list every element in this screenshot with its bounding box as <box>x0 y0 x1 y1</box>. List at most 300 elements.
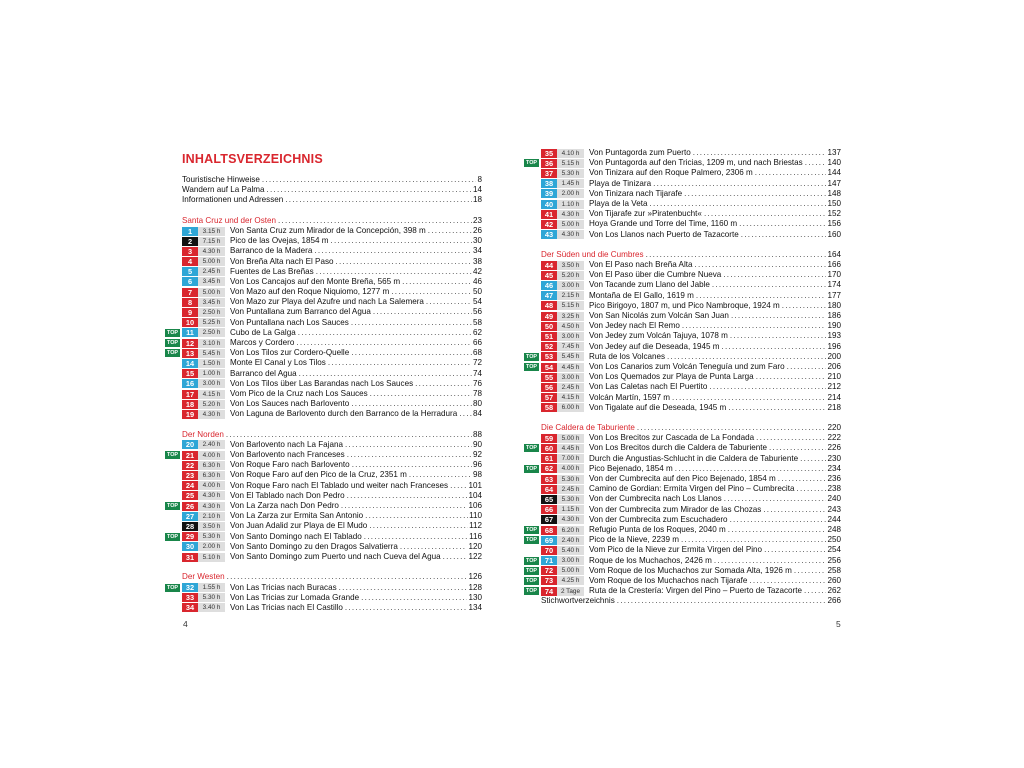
route-number-badge: 11 <box>182 328 198 337</box>
route-entry[interactable] <box>526 158 841 168</box>
route-entry[interactable] <box>167 582 482 593</box>
route-page: 170 <box>827 270 841 280</box>
route-entry[interactable] <box>541 321 841 331</box>
leader-dots <box>672 393 827 403</box>
route-entry[interactable] <box>167 338 482 348</box>
leader-dots <box>682 321 827 331</box>
route-number-badge: 40 <box>541 200 557 209</box>
top-badge: TOP <box>524 587 539 595</box>
leader-dots <box>741 230 827 240</box>
route-entry[interactable] <box>541 148 841 158</box>
route-entry[interactable] <box>541 230 841 240</box>
route-entry[interactable] <box>541 301 841 311</box>
route-title: Ruta de los Volcanes <box>589 351 666 361</box>
leader-dots <box>731 311 827 321</box>
leader-dots <box>704 209 827 219</box>
route-entry[interactable] <box>541 494 841 504</box>
route-entry[interactable] <box>182 257 482 267</box>
route-entry[interactable] <box>541 393 841 403</box>
route-title: Von Las Caletas nach El Puertito <box>589 382 708 392</box>
route-page: 120 <box>468 541 482 551</box>
leader-dots <box>262 175 477 185</box>
leader-dots <box>778 474 827 484</box>
route-duration: 5.30 h <box>557 495 584 504</box>
route-entry[interactable] <box>541 291 841 301</box>
route-entry[interactable] <box>182 236 482 246</box>
intro-entry-title: Informationen und Adressen <box>182 195 284 205</box>
route-page: 174 <box>827 280 841 290</box>
route-entry[interactable] <box>182 603 482 613</box>
route-page: 244 <box>827 514 841 524</box>
route-duration: 4.15 h <box>557 393 584 402</box>
route-duration: 2.40 h <box>557 536 584 545</box>
route-number-badge: 24 <box>182 481 198 490</box>
route-entry[interactable] <box>182 389 482 399</box>
route-entry[interactable] <box>541 168 841 178</box>
route-entry[interactable] <box>541 342 841 352</box>
section-heading-page: 23 <box>472 215 482 225</box>
route-title: Von Roque Faro nach Barlovento <box>230 460 350 470</box>
route-number-badge: 30 <box>182 542 198 551</box>
route-entry[interactable] <box>541 545 841 555</box>
route-duration: 6.30 h <box>198 471 225 480</box>
route-page: 90 <box>472 439 482 449</box>
section-heading[interactable] <box>541 250 841 260</box>
route-number-badge: 44 <box>541 261 557 270</box>
route-number-badge: 50 <box>541 322 557 331</box>
route-page: 62 <box>472 327 482 337</box>
route-duration: 3.00 h <box>557 556 584 565</box>
route-number-badge: 53 <box>541 352 557 361</box>
intro-entry[interactable] <box>182 195 482 205</box>
route-duration: 3.40 h <box>198 603 225 612</box>
route-number-badge: 5 <box>182 267 198 276</box>
route-title: Pico Birigoyo, 1807 m, und Pico Nambroque, 1924 m <box>589 300 780 310</box>
route-entry[interactable] <box>526 575 841 586</box>
leader-dots <box>351 348 472 358</box>
route-page: 78 <box>472 388 482 398</box>
route-title: Von San Nicolás zum Volcán San Juan <box>589 311 729 320</box>
route-entry[interactable] <box>182 318 482 328</box>
route-entry[interactable] <box>182 358 482 368</box>
route-page: 130 <box>468 592 482 602</box>
section-heading-title: Santa Cruz und der Osten <box>182 215 277 225</box>
top-badge: TOP <box>165 339 180 347</box>
leader-dots <box>351 318 472 328</box>
route-entry[interactable] <box>526 361 841 372</box>
route-title: Hoya Grande und Torre del Time, 1160 m <box>589 219 738 229</box>
intro-entry[interactable] <box>182 185 482 195</box>
leader-dots <box>728 403 826 413</box>
route-page: 152 <box>827 209 841 219</box>
route-number-badge: 38 <box>541 179 557 188</box>
route-entry[interactable] <box>541 189 841 199</box>
route-number-badge: 57 <box>541 393 557 402</box>
route-entry[interactable] <box>541 280 841 290</box>
route-title: Fuentes de Las Breñas <box>230 266 314 276</box>
route-title: Refugio Punta de los Roques, 2040 m <box>589 524 726 534</box>
intro-entry[interactable] <box>182 175 482 185</box>
leader-dots <box>684 189 826 199</box>
route-entry[interactable] <box>182 440 482 450</box>
leader-dots <box>459 409 472 419</box>
leader-dots <box>637 423 827 433</box>
route-number-badge: 10 <box>182 318 198 327</box>
top-badge: TOP <box>524 557 539 565</box>
route-page: 30 <box>472 236 482 246</box>
route-title: Von Los Brecitos zur Cascada de La Fondada <box>589 433 755 443</box>
route-duration: 5.30 h <box>557 169 584 178</box>
route-page: 260 <box>827 575 841 585</box>
section-heading-title: Der Westen <box>182 572 225 582</box>
route-page: 186 <box>827 311 841 320</box>
route-duration: 7.15 h <box>198 237 225 246</box>
route-title: Montaña de El Gallo, 1619 m <box>589 290 694 300</box>
route-page: 144 <box>827 168 841 178</box>
leader-dots <box>339 583 468 593</box>
route-duration: 5.30 h <box>198 532 225 541</box>
route-duration: 6.20 h <box>557 526 584 535</box>
route-title: Vom Roque de los Muchachos nach Tijarafe <box>589 575 748 585</box>
route-entry[interactable] <box>541 454 841 464</box>
route-entry[interactable] <box>541 179 841 189</box>
route-title: Pico de las Ovejas, 1854 m <box>230 236 329 246</box>
route-number-badge: 17 <box>182 390 198 399</box>
section-heading[interactable] <box>182 572 482 582</box>
route-duration: 5.00 h <box>557 566 584 575</box>
route-entry[interactable] <box>182 521 482 531</box>
route-entry[interactable] <box>182 470 482 480</box>
route-entry[interactable] <box>167 501 482 511</box>
route-title: Von Las Tricias zur Lomada Grande <box>230 592 360 602</box>
route-number-badge: 73 <box>541 576 557 585</box>
route-number-badge: 65 <box>541 495 557 504</box>
leader-dots <box>278 216 472 226</box>
route-entry[interactable] <box>541 260 841 270</box>
route-duration: 5.45 h <box>198 349 225 358</box>
route-number-badge: 20 <box>182 440 198 449</box>
route-title: Von Los Canarios zum Volcán Teneguía und zum Faro <box>589 361 785 371</box>
route-duration: 5.30 h <box>198 593 225 602</box>
leader-dots <box>763 505 826 515</box>
route-entry[interactable] <box>541 219 841 229</box>
route-entry[interactable] <box>541 199 841 209</box>
top-badge: TOP <box>524 536 539 544</box>
route-title: Von Los Llanos nach Puerto de Tazacorte <box>589 229 739 239</box>
route-page: 74 <box>472 368 482 378</box>
route-entry[interactable] <box>167 348 482 358</box>
route-number-badge: 54 <box>541 363 557 372</box>
leader-dots <box>347 491 468 501</box>
route-entry[interactable] <box>541 515 841 525</box>
route-page: 101 <box>468 480 482 490</box>
route-title: Von der Cumbrecita nach Los Llanos <box>589 494 722 504</box>
leader-dots <box>443 552 468 562</box>
route-number-badge: 51 <box>541 332 557 341</box>
route-title: Von Jedey nach El Remo <box>589 321 680 331</box>
leader-dots <box>749 576 826 586</box>
route-entry[interactable] <box>182 399 482 409</box>
route-number-badge: 70 <box>541 546 557 555</box>
route-duration: 4.50 h <box>557 322 584 331</box>
leader-dots <box>365 511 468 521</box>
route-duration: 2.45 h <box>557 485 584 494</box>
leader-dots <box>298 328 472 338</box>
route-title: Von Puntallana zum Barranco del Agua <box>230 307 371 317</box>
leader-dots <box>373 307 472 317</box>
spacer <box>182 206 482 216</box>
route-entry[interactable] <box>167 327 482 338</box>
leader-dots <box>730 515 827 525</box>
route-number-badge: 2 <box>182 237 198 246</box>
leader-dots <box>681 535 827 545</box>
route-page: 84 <box>472 409 482 419</box>
route-duration: 4.30 h <box>198 491 225 500</box>
route-duration: 1.55 h <box>198 583 225 592</box>
route-number-badge: 60 <box>541 444 557 453</box>
route-number-badge: 37 <box>541 169 557 178</box>
route-title: Von Laguna de Barlovento durch den Barranco de la Herradura <box>230 409 458 419</box>
right-page <box>526 148 841 606</box>
route-duration: 6.00 h <box>557 403 584 412</box>
route-entry[interactable] <box>541 484 841 494</box>
route-page: 66 <box>472 338 482 347</box>
route-entry[interactable] <box>182 307 482 317</box>
route-entry[interactable] <box>541 403 841 413</box>
leader-dots <box>805 158 827 168</box>
route-entry[interactable] <box>182 542 482 552</box>
route-duration: 6.30 h <box>198 461 225 470</box>
top-badge: TOP <box>165 349 180 357</box>
route-duration: 4.30 h <box>198 410 225 419</box>
route-duration: 3.45 h <box>198 277 225 286</box>
route-entry[interactable] <box>541 270 841 280</box>
route-entry[interactable] <box>541 209 841 219</box>
route-title: Von der Cumbrecita zum Mirador de las Chozas <box>589 504 762 514</box>
route-duration: 1.15 h <box>557 505 584 514</box>
route-duration: 5.25 h <box>198 318 225 327</box>
route-entry[interactable] <box>182 246 482 256</box>
route-entry[interactable] <box>541 474 841 484</box>
route-duration: 4.15 h <box>198 390 225 399</box>
route-number-badge: 8 <box>182 298 198 307</box>
route-title: Playa de la Veta <box>589 198 648 208</box>
route-title: Von La Zarza zur Ermita San Antonio <box>230 511 364 521</box>
leader-dots <box>617 596 827 606</box>
leader-dots <box>331 236 472 246</box>
route-page: 112 <box>469 521 482 531</box>
route-duration: 4.10 h <box>557 149 584 158</box>
route-entry[interactable] <box>526 535 841 545</box>
route-number-badge: 3 <box>182 247 198 256</box>
route-duration: 5.15 h <box>557 159 584 168</box>
leader-dots <box>391 287 472 297</box>
route-entry[interactable] <box>182 277 482 287</box>
route-title: Von Puntallana nach Los Sauces <box>230 317 349 327</box>
leader-dots <box>285 195 472 205</box>
route-entry[interactable] <box>182 297 482 307</box>
top-badge: TOP <box>524 159 539 167</box>
route-number-badge: 15 <box>182 369 198 378</box>
route-title: Von El Tablado nach Don Pedro <box>230 490 345 500</box>
leader-dots <box>782 301 827 311</box>
route-duration: 7.45 h <box>557 342 584 351</box>
route-title: Von der Cumbrecita zum Escuchadero <box>589 514 728 524</box>
route-entry[interactable] <box>182 287 482 297</box>
route-page: 240 <box>827 494 841 504</box>
route-entry[interactable] <box>526 524 841 535</box>
leader-dots <box>352 460 472 470</box>
route-page: 226 <box>827 443 841 453</box>
route-page: 262 <box>827 586 841 596</box>
route-entry[interactable] <box>541 505 841 515</box>
route-duration: 2.45 h <box>198 267 225 276</box>
route-entry[interactable] <box>526 586 841 596</box>
route-number-badge: 16 <box>182 379 198 388</box>
route-title: Monte El Canal y Los Tilos <box>230 358 326 368</box>
route-duration: 4.00 h <box>198 451 225 460</box>
route-entry[interactable] <box>182 552 482 562</box>
route-page: 214 <box>827 392 841 402</box>
route-title: Von Roque Faro auf den Pico de la Cruz, 2351 m <box>230 470 407 480</box>
route-title: Von Breña Alta nach El Paso <box>230 256 334 266</box>
route-page: 177 <box>827 290 841 300</box>
route-duration: 5.20 h <box>557 271 584 280</box>
route-entry[interactable] <box>182 226 482 236</box>
route-duration: 5.20 h <box>198 400 225 409</box>
route-entry[interactable] <box>182 511 482 521</box>
section-heading[interactable] <box>541 423 841 433</box>
route-page: 104 <box>468 490 482 500</box>
route-entry[interactable] <box>541 311 841 321</box>
top-badge: TOP <box>165 584 180 592</box>
route-duration: 5.00 h <box>557 434 584 443</box>
route-entry[interactable] <box>182 460 482 470</box>
route-entry[interactable] <box>182 481 482 491</box>
route-entry[interactable] <box>167 450 482 460</box>
leader-dots <box>804 586 827 596</box>
route-duration: 4.45 h <box>557 363 584 372</box>
route-entry[interactable] <box>526 463 841 474</box>
route-duration: 5.30 h <box>557 475 584 484</box>
section-heading-page: 126 <box>468 572 482 582</box>
route-title: Von Los Tilos über Las Barandas nach Los Sauces <box>230 378 414 388</box>
leader-dots <box>316 267 472 277</box>
route-number-badge: 22 <box>182 461 198 470</box>
route-title: Pico de la Nieve, 2239 m <box>589 535 679 545</box>
leader-dots <box>369 521 468 531</box>
route-page: 166 <box>827 260 841 270</box>
route-page: 218 <box>827 402 841 412</box>
route-page: 134 <box>468 602 482 612</box>
route-entry[interactable] <box>167 531 482 542</box>
route-page: 156 <box>827 219 841 229</box>
route-entry[interactable] <box>182 491 482 501</box>
route-duration: 3.10 h <box>198 339 225 348</box>
route-entry[interactable] <box>182 593 482 603</box>
route-title: Von Barlovento nach La Fajana <box>230 439 343 449</box>
leader-dots <box>328 358 472 368</box>
route-duration: 2.10 h <box>198 512 225 521</box>
route-number-badge: 52 <box>541 342 557 351</box>
route-page: 248 <box>827 524 841 534</box>
top-badge: TOP <box>524 577 539 585</box>
section-heading-title: Die Caldera de Taburiente <box>541 423 635 433</box>
route-page: 54 <box>472 297 482 307</box>
route-number-badge: 25 <box>182 491 198 500</box>
route-entry[interactable] <box>182 267 482 277</box>
route-page: 238 <box>827 484 841 494</box>
leader-dots <box>653 179 826 189</box>
route-entry[interactable] <box>182 379 482 389</box>
route-duration: 1.10 h <box>557 200 584 209</box>
leader-dots <box>226 430 472 440</box>
route-number-badge: 68 <box>541 526 557 535</box>
route-page: 128 <box>468 582 482 592</box>
section-heading[interactable] <box>182 430 482 440</box>
top-badge: TOP <box>524 353 539 361</box>
route-duration: 2 Tage <box>557 587 584 596</box>
route-entry[interactable] <box>526 443 841 454</box>
route-number-badge: 47 <box>541 291 557 300</box>
route-title: Cubo de La Galga <box>230 327 296 337</box>
right-sections <box>526 148 841 596</box>
page-number-left: 4 <box>183 619 188 629</box>
leader-dots <box>709 382 826 392</box>
route-number-badge: 19 <box>182 410 198 419</box>
route-number-badge: 14 <box>182 359 198 368</box>
route-duration: 1.45 h <box>557 179 584 188</box>
index-entry[interactable] <box>541 596 841 606</box>
page-title: INHALTSVERZEICHNIS <box>182 152 323 166</box>
leader-dots <box>769 443 826 453</box>
route-page: 210 <box>827 372 841 382</box>
route-entry[interactable] <box>541 382 841 392</box>
route-number-badge: 61 <box>541 454 557 463</box>
leader-dots <box>728 525 827 535</box>
leader-dots <box>756 372 827 382</box>
top-badge: TOP <box>165 451 180 459</box>
route-title: Von Santo Domingo nach El Tablado <box>230 531 362 541</box>
route-title: Barranco del Agua <box>230 368 297 378</box>
route-entry[interactable] <box>541 433 841 443</box>
route-title: Durch die Angustias-Schlucht in die Caldera de Taburiente <box>589 453 799 463</box>
route-entry[interactable] <box>541 331 841 341</box>
route-entry[interactable] <box>182 369 482 379</box>
route-title: Von Los Brecitos durch die Caldera de Taburiente <box>589 443 768 453</box>
route-duration: 3.50 h <box>198 522 225 531</box>
route-title: Von der Cumbrecita auf den Pico Bejenado, 1854 m <box>589 474 776 483</box>
section-heading-page: 220 <box>827 423 841 433</box>
route-number-badge: 12 <box>182 339 198 348</box>
route-entry[interactable] <box>526 351 841 362</box>
index-entry-page: 266 <box>827 596 841 606</box>
route-number-badge: 55 <box>541 373 557 382</box>
route-duration: 5.00 h <box>198 257 225 266</box>
route-entry[interactable] <box>526 555 841 566</box>
route-number-badge: 28 <box>182 522 198 531</box>
section-heading[interactable] <box>182 216 482 226</box>
route-title: Playa de Tinizara <box>589 178 652 188</box>
route-page: 137 <box>827 148 841 157</box>
leader-dots <box>739 219 826 229</box>
route-page: 140 <box>827 158 841 168</box>
route-entry[interactable] <box>182 409 482 419</box>
route-title: Von Santa Cruz zum Mirador de la Concepción, 398 m <box>230 225 426 235</box>
page-number-right: 5 <box>836 619 841 629</box>
route-entry[interactable] <box>526 565 841 576</box>
route-entry[interactable] <box>541 372 841 382</box>
